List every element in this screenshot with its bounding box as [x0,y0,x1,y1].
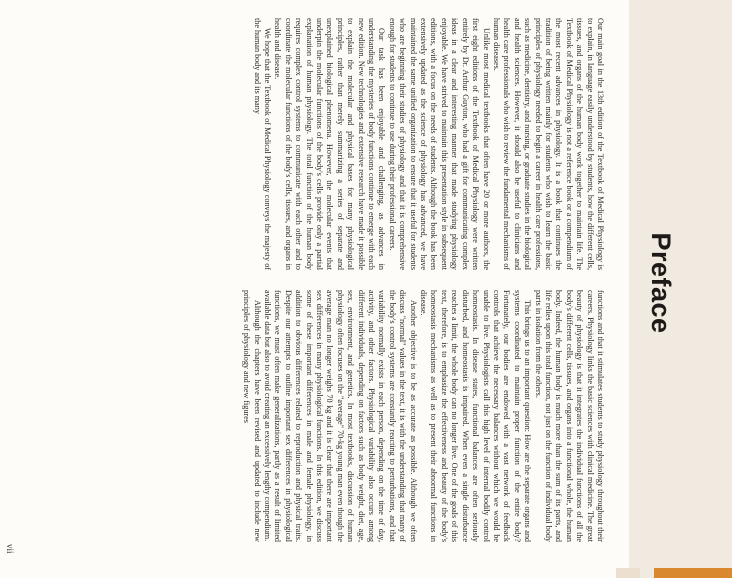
footer-accent-bar [654,568,732,578]
paragraph: Another objective is to be as accurate as possible. Although we often discuss "normal" values in the text, it is with the understanding that many of the body's control systems are constantly reacting to perturbations, and that variability normally exists in each person, depending on the time of day, activity, and other factors. Physiological variability also occurs among different individuals, depending on factors such as body weight, diet, age, sex, environment, and genetics. In most textbooks, discussion of human physiology often focuses on the "average" 70-kg young man even though the average man no longer weighs 70 kg and it is clear that there are important sex differences in many physiological functions. In this edition, we discuss some of these important differences in male and female physiology, in addition to obvious differences related to reproduction and physical traits. Despite our attempts to outline important sex differences in physiological functions, we must often make generalizations, partly as a result of limited available data but also to avoid creating an excessively lengthy compendium. [263,290,418,542]
rotated-page-content [27,18,677,548]
page-title: Preface [646,232,677,334]
paragraph: functions and that it stimulates students to study physiology throughout their careers. Physiology links the basic sciences with clinical medicine. The great beauty of physiology is that it integrates the individual functions of all the body's different cells, tissues, and organs into a functional whole, the human body. Indeed, the human body is much more than the sum of its parts, and life relies upon this total function, not just on the function of individual body parts in isolation from the others. [533,290,605,542]
paragraph: Although the chapters have been revised and updated to include new principles of physiology and new figures [242,290,262,542]
page-number: vii [5,544,15,554]
footer-light-bar [616,568,640,578]
text-column-left [251,18,605,270]
paragraph: We hope that the Textbook of Medical Physiology conveys the majesty of the human body and its many [252,18,272,270]
paragraph: Our task has been enjoyable and challenging, as advances in understanding the mysteries of body functions continue to emerge with each new edition. New technologies and extensive research have made it possible to explain the molecular and physical bases for many physiological principles, rather than merely summarizing a series of separate and unexplained biological phenomena. However, the molecular events that underpin the molecular functions of the body's cells provide only a partial explanation of human physiology. The total function of the human body requires complex control systems to communicate with each other and to coordinate the molecular functions of the body's cells, tissues, and organs in health and disease. [273,18,387,270]
paragraph: This brings us to an important question: How are the separate organs and systems coordinated to maintain proper function of the entire body? Fortunately, our bodies are endowed with a vast network of feedback controls that achieve the necessary balances without which we would be unable to live. Physiologists call this high level of internal bodily control homeostasis. In disease states, functional balances are often seriously disturbed, and homeostasis is impaired. When even a single disturbance reaches a limit, the whole body can no longer live. One of the goals of this text, therefore, is to emphasize the effectiveness and beauty of the body's homeostasis mechanisms as well as to present their abnormal functions in disease. [419,290,533,542]
paragraph: Unlike most medical textbooks that often have 20 or more authors, the first eight editions of the Textbook of Medical Physiology were written entirely by Dr. Arthur Guyton, who had a gift for communicating complex ideas in a clear and interesting manner that made studying physiology enjoyable. We have strived to maintain this presentation style in subsequent editions, with a focus on the needs of students. Although the book has been extensively updated as the science of physiology has advanced, we have maintained the same unified organization to ensure that it useful for students who are beginning their studies of physiology and that it is comprehensive enough for students to continue to use during their professional careers. [387,18,491,270]
paragraph: Our main goal in the 13th edition of the Textbook of Medical Physiology is to explain, in language easily understood by students, how the different cells, tissues, and organs of the human body work together to maintain life. The Textbook of Medical Physiology is not a reference book or a compendium of the most recent advances in physiology. It is a book that continues the tradition of being written mainly for students who wish to learn the basic principles of physiology needed to begin a career in health care professions, such as medicine, dentistry, and nursing, or graduate studies in the biological and health sciences. However, it should also be useful to clinicians and health care professionals who wish to review the fundamental mechanisms of human diseases. [491,18,605,270]
text-column-right [241,290,605,542]
